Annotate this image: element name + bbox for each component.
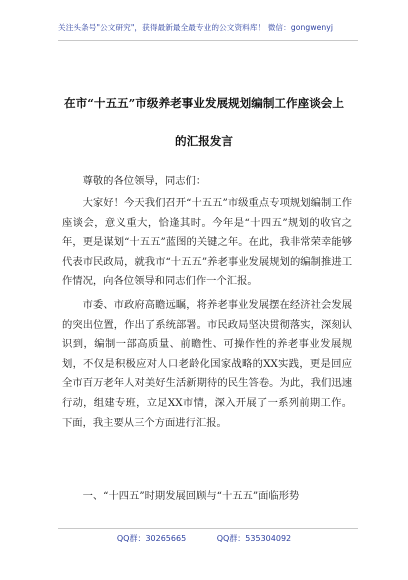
section-heading: 一、“十四五”时期发展回顾与“十五五”面临形势 bbox=[82, 490, 300, 502]
paragraph-block-1 bbox=[62, 194, 352, 292]
paragraph: 大家好！今天我们召开“十五五”市级重点专项规划编制工作座谈会，意义重大，恰逢其时。今年是“十四五”规划的收官之年，更是谋划“十五五”蓝图的关键之年。在此，我非常荣幸能够代表市民政局，就我市“十五五”养老事业发展规划的编制推进工作情况，向各位领导和同志们作一个汇报。 bbox=[62, 197, 352, 288]
salutation: 尊敬的各位领导，同志们： bbox=[82, 175, 207, 187]
footer-qq-group-1: QQ群：30265665 bbox=[116, 534, 187, 543]
header-divider bbox=[58, 40, 358, 41]
document-title: 在市“十五五”市级养老事业发展规划编制工作座谈会上 bbox=[64, 96, 344, 110]
footer bbox=[0, 533, 408, 544]
section-heading-block bbox=[62, 487, 352, 507]
document-subtitle: 的汇报发言 bbox=[175, 134, 233, 148]
footer-qq-group-2: QQ群：535304092 bbox=[216, 534, 292, 543]
paragraph-block-2 bbox=[62, 296, 352, 433]
paragraph: 市委、市政府高瞻远瞩，将养老事业发展摆在经济社会发展的突出位置，作出了系统部署。市民政局坚决贯彻落实，深刻认识到，编制一部高质量、前瞻性、可操作性的养老事业发展规划，不仅是积极应对人口老龄化国家战略的XX实践，更是回应全市百万老年人对美好生活新期待的民生答卷。为此，我们迅速行动，组建专班，立足XX市情，深入开展了一系列前期工作。下面，我主要从三个方面进行汇报。 bbox=[62, 299, 352, 429]
footer-divider bbox=[58, 528, 358, 529]
header-banner: 关注头条号"公文研究"，获得最新最全最专业的公文资料库！ 微信：gongwenyj bbox=[58, 23, 334, 32]
salutation-block bbox=[62, 172, 352, 192]
